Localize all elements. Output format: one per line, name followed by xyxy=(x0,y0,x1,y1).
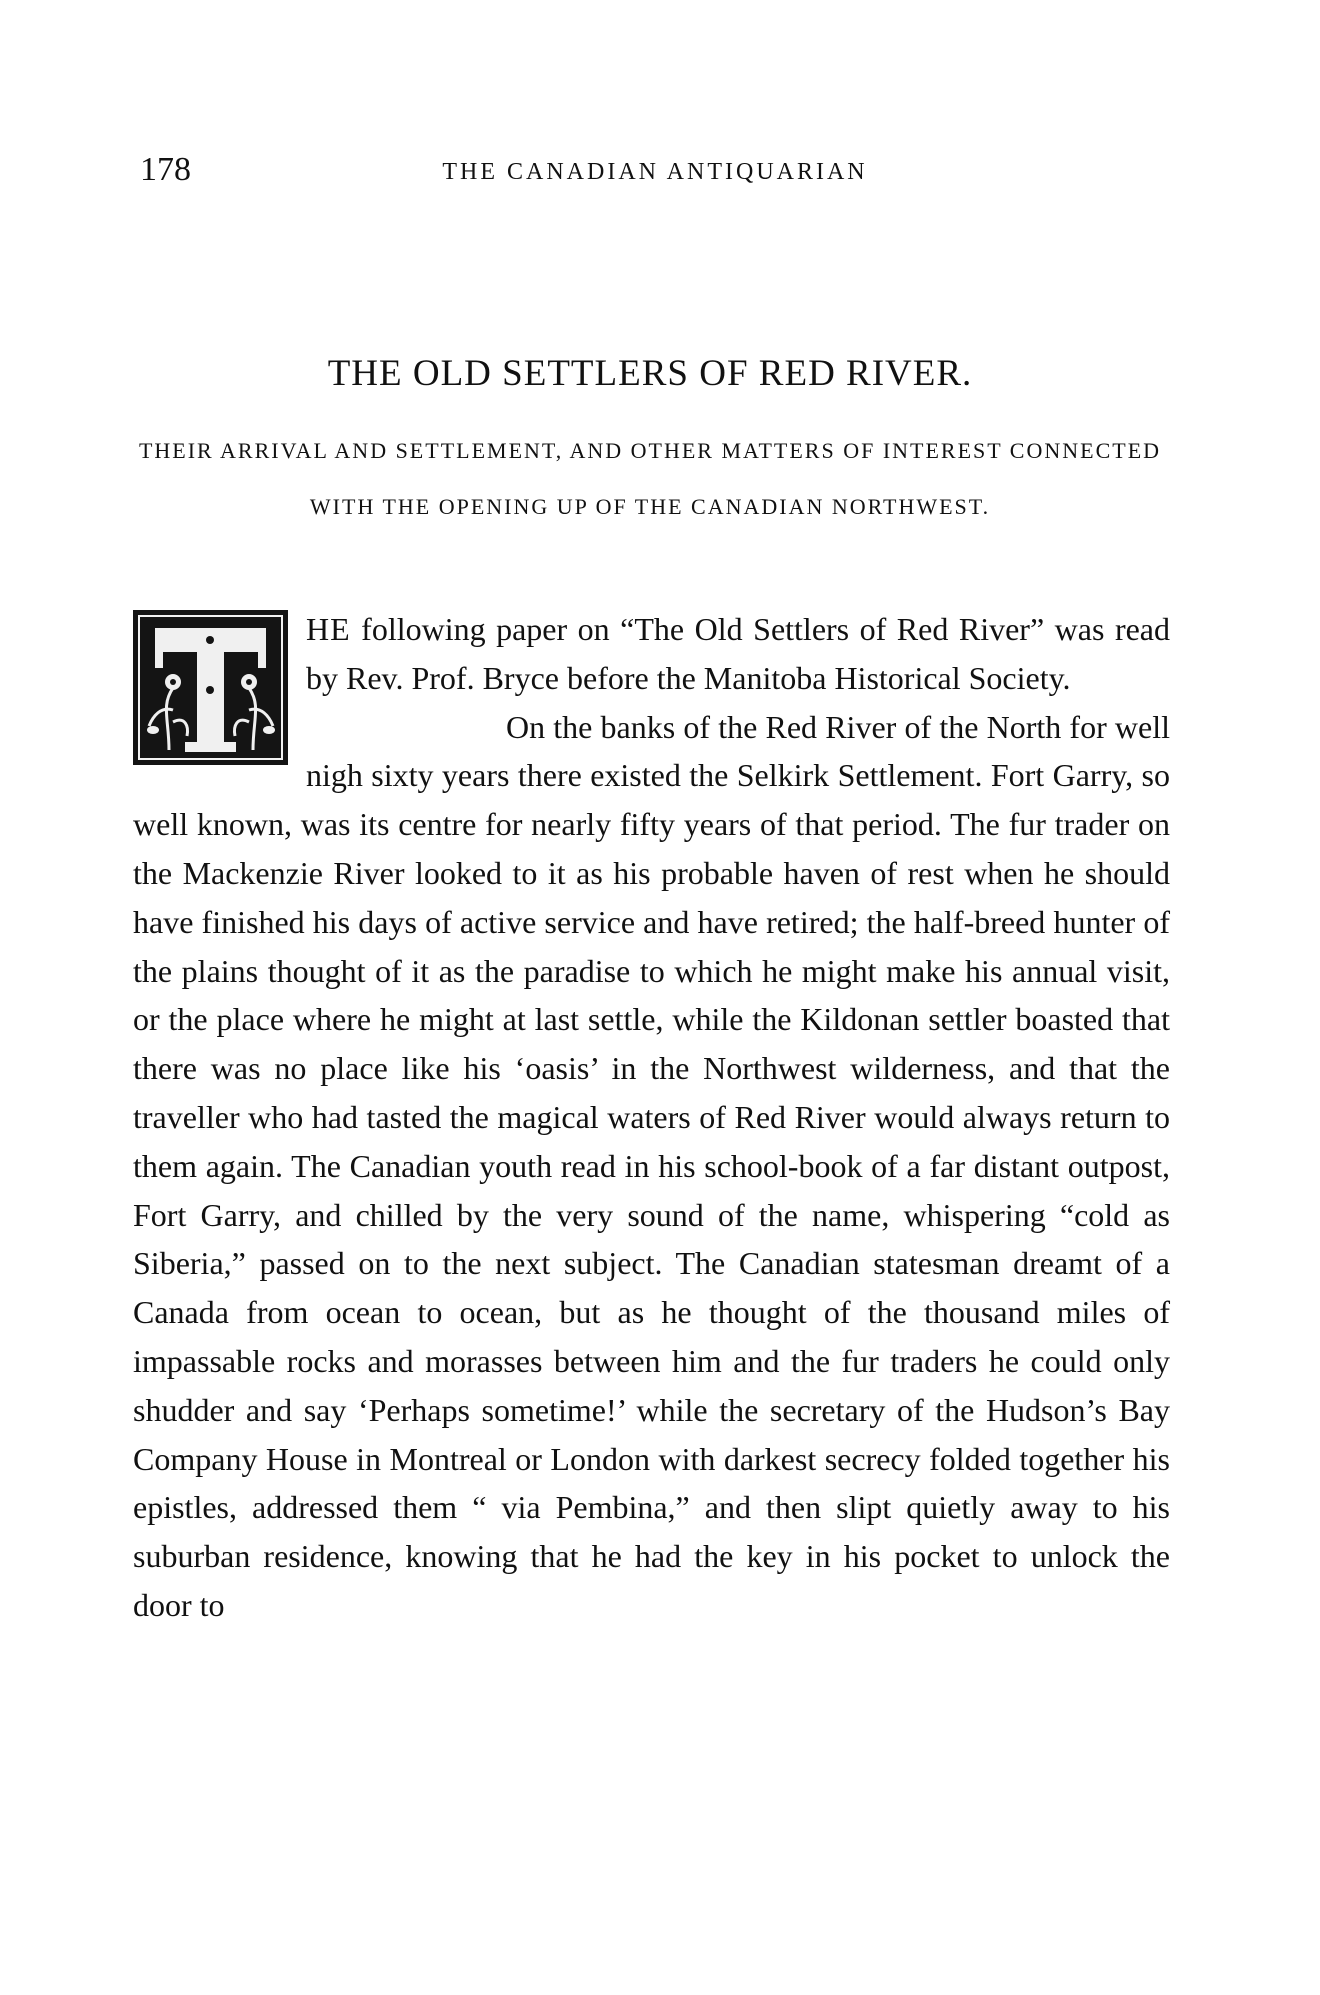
page-header xyxy=(140,150,1170,190)
running-head: THE CANADIAN ANTIQUARIAN xyxy=(442,159,868,185)
drop-cap-continuation: HE xyxy=(306,611,351,647)
paragraph-intro-text: following paper on “The Old Settlers of Red River” was read by Rev. Prof. Bryce before the Manitoba Historical Society. xyxy=(306,611,1170,696)
drop-cap-ornament xyxy=(133,610,288,765)
paragraph-main: On the banks of the Red River of the North for well nigh sixty years there existed the Selkirk Settlement. Fort Garry, so well known, was its centre for nearly fifty years of that period. The fur trader on the Mackenzie River looked to it as his probable haven of rest when he should have finished his days of active service and have retired; the half-breed hunter of the plains thought of it as the paradise to which he might make his annual visit, or the place where he might at last settle, while the Kildonan settler boasted that there was no place like his ‘oasis’ in the Northwest wilderness, and that the traveller who had tasted the magical waters of Red River would always return to them again. The Canadian youth read in his school-book of a far distant outpost, Fort Garry, and chilled by the very sound of the name, whispering “cold as Siberia,” passed on to the next subject. The Canadian statesman dreamt of a Canada from ocean to ocean, but as he thought of the thousand miles of impassable rocks and morasses between him and the fur traders he could only shudder and say ‘Perhaps sometime!’ while the secretary of the Hudson’s Bay Company House in Montreal or London with darkest secrecy folded together his epistles, addressed them “ via Pembina,” and then slipt quietly away to his suburban residence, knowing that he had the key in his pocket to unlock the door to xyxy=(133,708,1170,1623)
ornamental-initial-icon xyxy=(133,610,288,765)
article-subtitle: THEIR ARRIVAL AND SETTLEMENT, AND OTHER MATTERS OF INTEREST CONNECTED WITH THE OPENING UP OF THE CANADIAN NORTHWEST. xyxy=(138,438,1162,519)
paragraph-intro xyxy=(133,605,1170,703)
article-title: THE OLD SETTLERS OF RED RIVER. xyxy=(327,353,973,394)
article-body xyxy=(133,605,1170,1630)
page-number: 178 xyxy=(140,151,191,188)
